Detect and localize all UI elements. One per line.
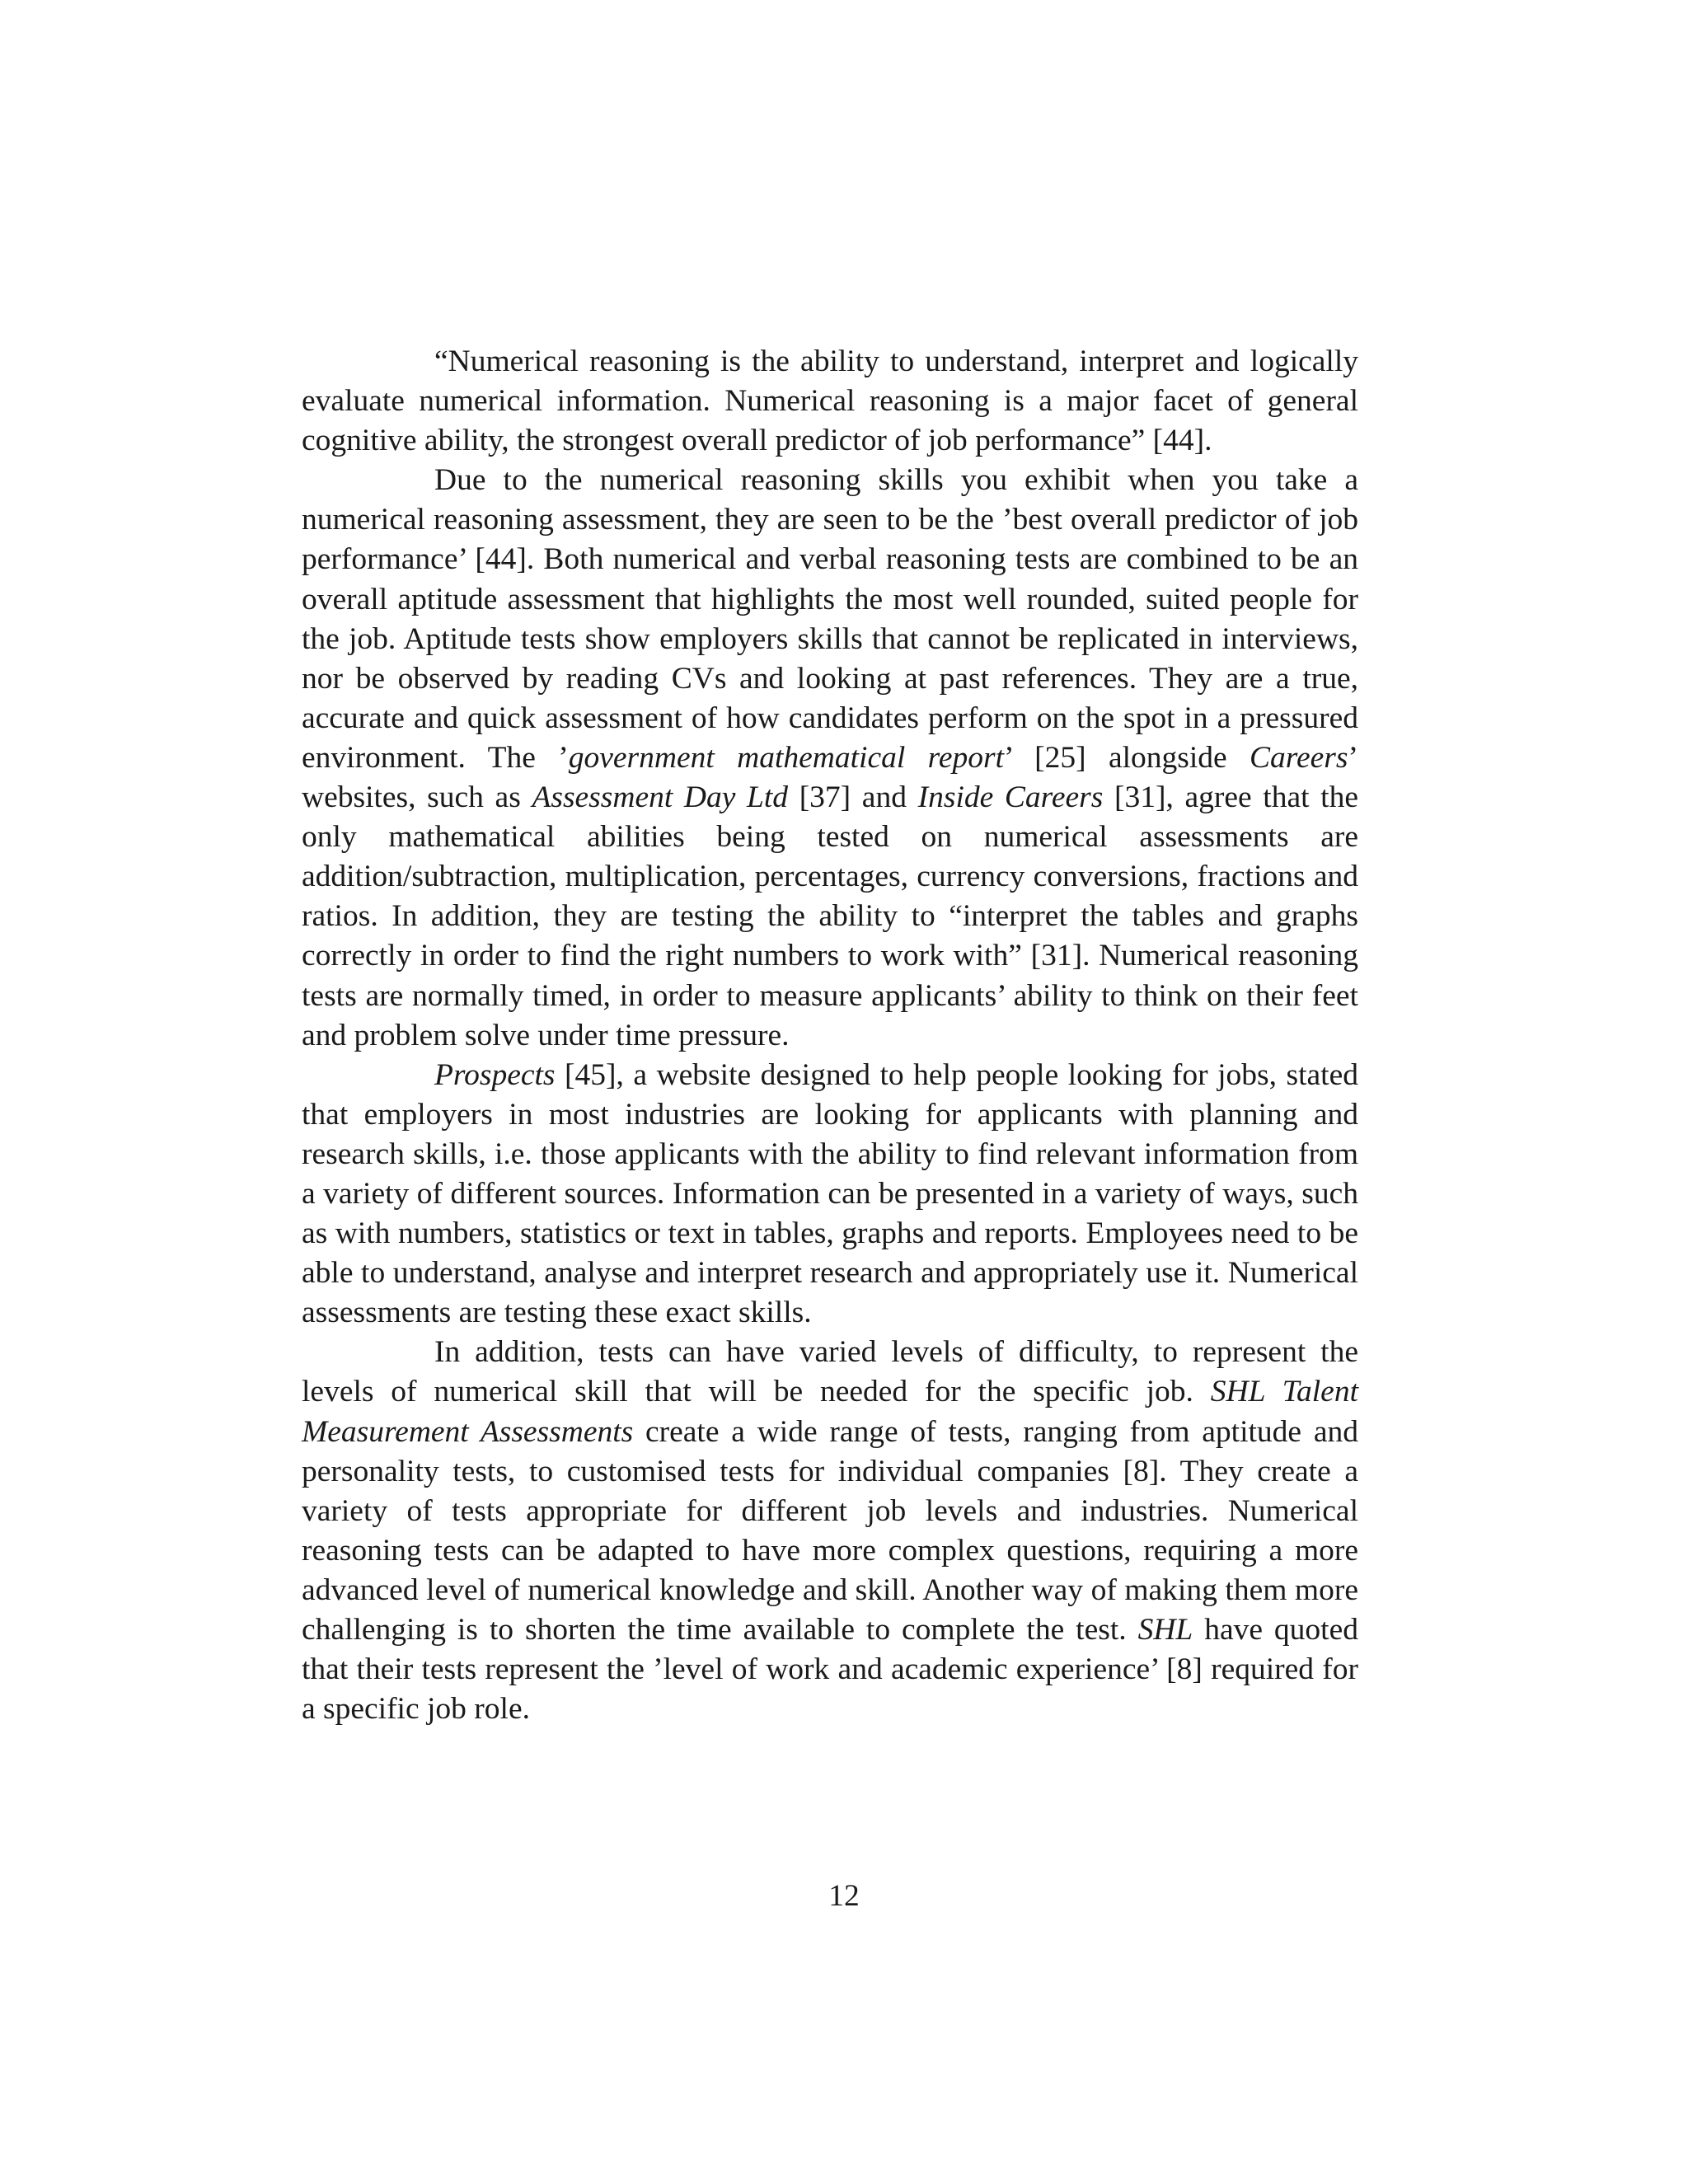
paragraph-3 — [302, 1056, 1358, 1333]
text-span: ’ websites, such as — [302, 740, 1358, 815]
italic-title: Assessment Day Ltd — [532, 780, 789, 815]
text-span: [37] and — [788, 780, 918, 815]
italic-title: Prospects — [434, 1057, 556, 1092]
text-span: [31], agree that the only mathematical abilities being tested on numerical assessments are addition/subtraction, multiplication, percentages, currency conversions, fractions and ratios. In addition, they are testing the ability to “interpret the tables and graphs correctly in order to find the right numbers to work with” [31]. Numerical reasoning tests are normally timed, in order to measure applicants’ ability to think on their feet and problem solve under time pressure. — [302, 780, 1358, 1052]
body-text — [302, 342, 1358, 1729]
italic-title: Inside Careers — [917, 780, 1104, 815]
paragraph-4 — [302, 1333, 1358, 1729]
text-span: create a wide range of tests, ranging from aptitude and personality tests, to customised tests for individual companies [8]. They create a variety of tests appropriate for different job levels and industries. Numerical reasoning tests can be adapted to have more complex questions, requiring a more advanced level of numerical knowledge and skill. Another way of making them more challenging is to shorten the time available to complete the test. — [302, 1414, 1358, 1647]
italic-title: Careers — [1250, 740, 1348, 775]
page-number: 12 — [828, 1879, 860, 1913]
text-span: ’ [25] alongside — [1004, 740, 1250, 775]
italic-title: government mathematical report — [568, 740, 1005, 775]
text-span: Due to the numerical reasoning skills you exhibit when you take a numerical reasoning assessment, they are seen to be the ’best overall predictor of job performance’ [44]. Both numerical and verbal reasoning tests are combined to be an overall aptitude assessment that highlights the most well rounded, suited people for the job. Aptitude tests show employers skills that cannot be replicated in interviews, nor be observed by reading CVs and looking at past references. They are a true, accurate and quick assessment of how candidates perform on the spot in a pressured environment. The ’ — [302, 463, 1358, 775]
text-span: have quoted that their tests represent the ’level of work and academic experience’ [8] required for a specific job role. — [302, 1613, 1358, 1727]
italic-title: SHL — [1137, 1613, 1193, 1647]
text-span: “Numerical reasoning is the ability to understand, interpret and logically evaluate numerical information. Numerical reasoning is a major facet of general cognitive ability, the strongest overall predictor of job performance” [44]. — [302, 344, 1358, 458]
text-span: [45], a website designed to help people looking for jobs, stated that employers in most industries are looking for applicants with planning and research skills, i.e. those applicants with the ability to find relevant information from a variety of different sources. Information can be presented in a variety of ways, such as with numbers, statistics or text in tables, graphs and reports. Employees need to be able to understand, analyse and interpret research and appropriately use it. Numerical assessments are testing these exact skills. — [302, 1057, 1358, 1330]
text-span: In addition, tests can have varied levels of difficulty, to represent the levels of numerical skill that will be needed for the specific job. — [302, 1335, 1358, 1409]
paragraph-2 — [302, 461, 1358, 1055]
paragraph-1 — [302, 342, 1358, 461]
italic-title: SHL Talent Measurement Assessments — [302, 1375, 1358, 1449]
